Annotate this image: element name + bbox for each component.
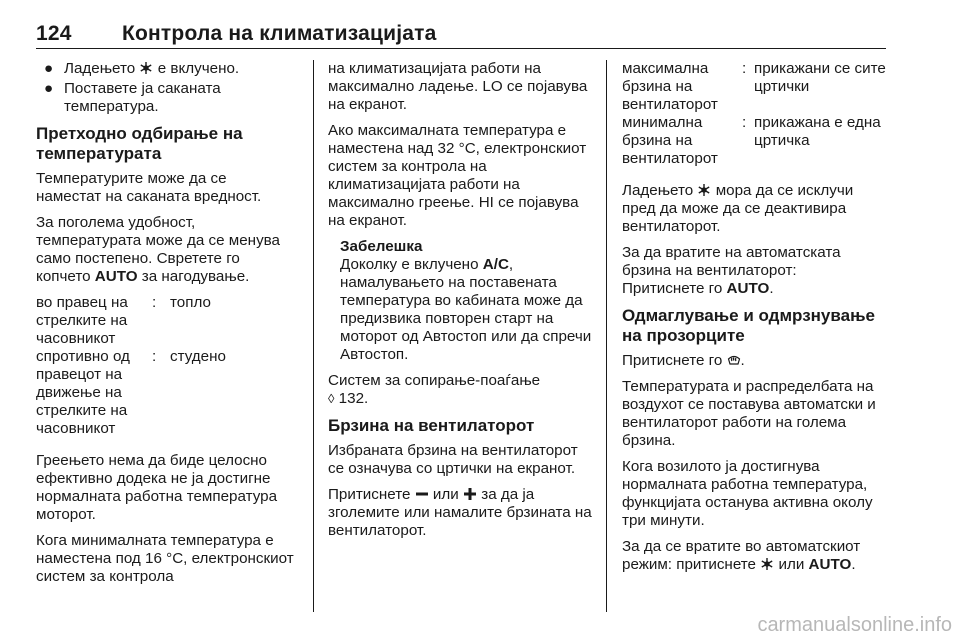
paragraph: Кога возилото ја достигнува нормалната работна температура, функцијата останува активна околу три минути.	[622, 458, 873, 529]
paragraph: Температурите може да се наместат на саканата вредност.	[36, 170, 262, 205]
bullet-item: ● Ладењето е вклучено.	[44, 60, 240, 77]
paragraph: Притиснете или за да ја зголемите или намалите брзината на вентилаторот.	[328, 486, 592, 539]
paragraph: Систем за сопирање-поаѓање ◊ 132.	[328, 372, 541, 407]
definition-list	[622, 60, 888, 168]
definition-row: во правец на стрелките на часовникот : топло	[36, 294, 211, 347]
paragraph: на климатизацијата работи на максимално ладење. LO се појавува на екранот.	[328, 60, 588, 113]
definition-row: спротивно од правецот на движење на стрелките на часовникот : студено	[36, 348, 226, 437]
paragraph: Кога минималната температура е наместена под 16 °C, електронскиот систем за контрола	[36, 532, 294, 585]
page-reference[interactable]: 132.	[338, 390, 369, 407]
note-text: Доколку е вклучено A/C, намалувањето на поставената температура во кабината може да предизвика повторен старт на моторот од Автостоп или да спречи Автостоп.	[340, 256, 592, 363]
paragraph: За да се вратите во автоматскиот режим: притиснете или AUTO.	[622, 538, 861, 573]
section-heading: Претходно одбирање на температурата	[36, 124, 243, 163]
bullet-item: ● Поставете ја саканата температура.	[44, 80, 221, 115]
section-heading: Одмаглување и одмрзнување на прозорците	[622, 306, 875, 345]
note-title: Забелешка	[340, 238, 423, 255]
column-1	[36, 60, 294, 594]
column-3	[622, 60, 888, 582]
definition-row: максимална брзина на вентилаторот : прикажани се сите цртички	[622, 60, 886, 113]
snowflake-icon	[139, 61, 153, 75]
column-2	[328, 60, 594, 548]
paragraph: Температурата и распределбата на воздухот се поставува автоматски и вентилаторот работи на голема брзина.	[622, 378, 876, 449]
paragraph: Ако максималната температура е наместена над 32 °C, електронскиот систем за контрола на климатизацијата работи на максимално греење. HI се појавува на екранот.	[328, 122, 587, 229]
page-header	[36, 22, 886, 49]
snowflake-icon	[697, 183, 711, 197]
paragraph: За поголема удобност, температурата може да се менува само постепено. Свретете го копчето AUTO за нагодување.	[36, 214, 281, 285]
watermark: carmanualsonline.info	[757, 614, 952, 636]
paragraph: Ладењето мора да се исклучи пред да може да се деактивира вентилаторот.	[622, 182, 854, 235]
paragraph: Избраната брзина на вентилаторот се означува со цртички на екранот.	[328, 442, 578, 477]
note-box	[328, 238, 594, 364]
column-divider	[606, 60, 607, 612]
definition-list	[36, 294, 294, 438]
minus-icon	[415, 487, 429, 501]
definition-row: минимална брзина на вентилаторот : прикажана е една цртичка	[622, 114, 881, 167]
column-divider	[313, 60, 314, 612]
page-number: 124	[36, 22, 72, 45]
paragraph: Притиснете го .	[622, 352, 745, 369]
paragraph: Греењето нема да биде целосно ефективно додека не ја достигне нормалната работна температура моторот.	[36, 452, 278, 523]
section-heading: Брзина на вентилаторот	[328, 416, 535, 435]
plus-icon	[463, 487, 477, 501]
snowflake-icon	[760, 557, 774, 571]
windshield-defrost-icon	[727, 353, 741, 367]
page-reference-icon: ◊	[328, 391, 335, 406]
page-title: Контрола на климатизацијата	[122, 22, 437, 45]
paragraph: За да вратите на автоматската брзина на вентилаторот: Притиснете го AUTO.	[622, 244, 841, 297]
